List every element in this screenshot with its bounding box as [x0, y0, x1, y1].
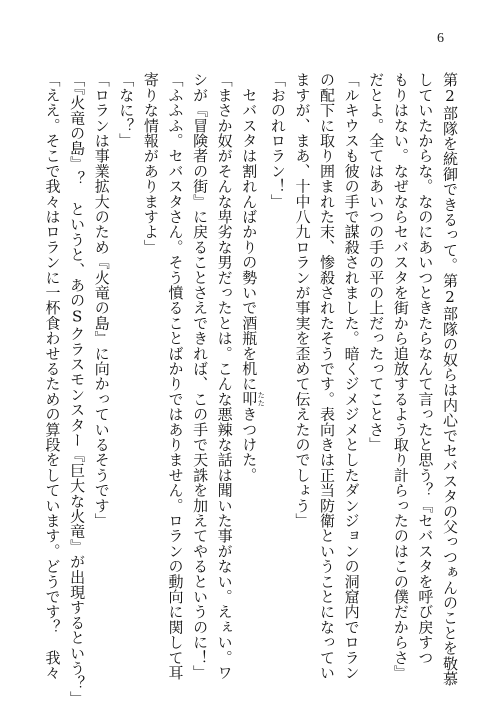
text-line-9-after: きつけた。 [240, 406, 259, 483]
text-line-3: もりはない。なぜならセバスタを街から追放するよう取り計らったのはこの僕だからさ』 [391, 72, 410, 680]
furigana-tataki: 叩 たた [240, 391, 266, 407]
novel-text-block [40, 72, 462, 706]
text-line-6: の配下に取り囲まれた末、惨殺されたそうです。表向きは正当防衛ということになってい [318, 72, 337, 680]
text-line-13: 寄りな情報がありますよ」 [141, 72, 160, 255]
text-line-5: 「ルキウスも彼の手で謀殺されました。暗くジメジメとしたダンジョンの洞窟内でロラン [342, 72, 361, 680]
text-line-11: シが『冒険者の街』に戻ることさえできれば、この手で天誅を加えてやるというのに！」 [191, 72, 210, 680]
text-line-8: 「おのれロラン！」 [268, 72, 287, 209]
page-number: 6 [437, 31, 444, 46]
text-line-2: していたからな。なのにあいつときたらなんて言ったと思う？『セバスタを呼び戻すつ [416, 72, 435, 665]
text-line-10: 「まさか奴がそんな卑劣な男だったとは。こんな悪辣な話は聞いた事がない。えぇい。ワ [215, 72, 234, 680]
text-line-17: 「ええ。そこで我々はロランに一杯食わせるための算段をしています。どうです？ 我々 [43, 72, 62, 680]
text-line-4: だとよ。全てはあいつの手の平の上だったってことさ」 [367, 72, 386, 452]
text-line-9 [237, 72, 266, 662]
text-line-1: 第2部隊を統御できるって。第2部隊の奴らは内心でセバスタの父っつぁんのことを敬慕 [441, 72, 459, 686]
text-line-12: 「ふふふ。セバスタさん。そう憤ることばかりではありません。ロランの動向に関して耳 [166, 72, 185, 680]
text-line-9-before: セバスタは割れんばかりの勢いで酒瓶を机に [240, 72, 259, 392]
text-line-7: ますが、まあ、十中八九ロランが事実を歪めて伝えたのでしょう」 [293, 72, 312, 528]
text-line-14: 「なに？」 [117, 72, 136, 148]
text-line-16: 「『火竜の島』？ というと、あのSクラスモンスター『巨大な火竜』が出現するという？」 [68, 72, 87, 706]
text-line-15: 「ロランは事業拡大のため『火竜の島』に向かっているそうです」 [92, 72, 111, 528]
